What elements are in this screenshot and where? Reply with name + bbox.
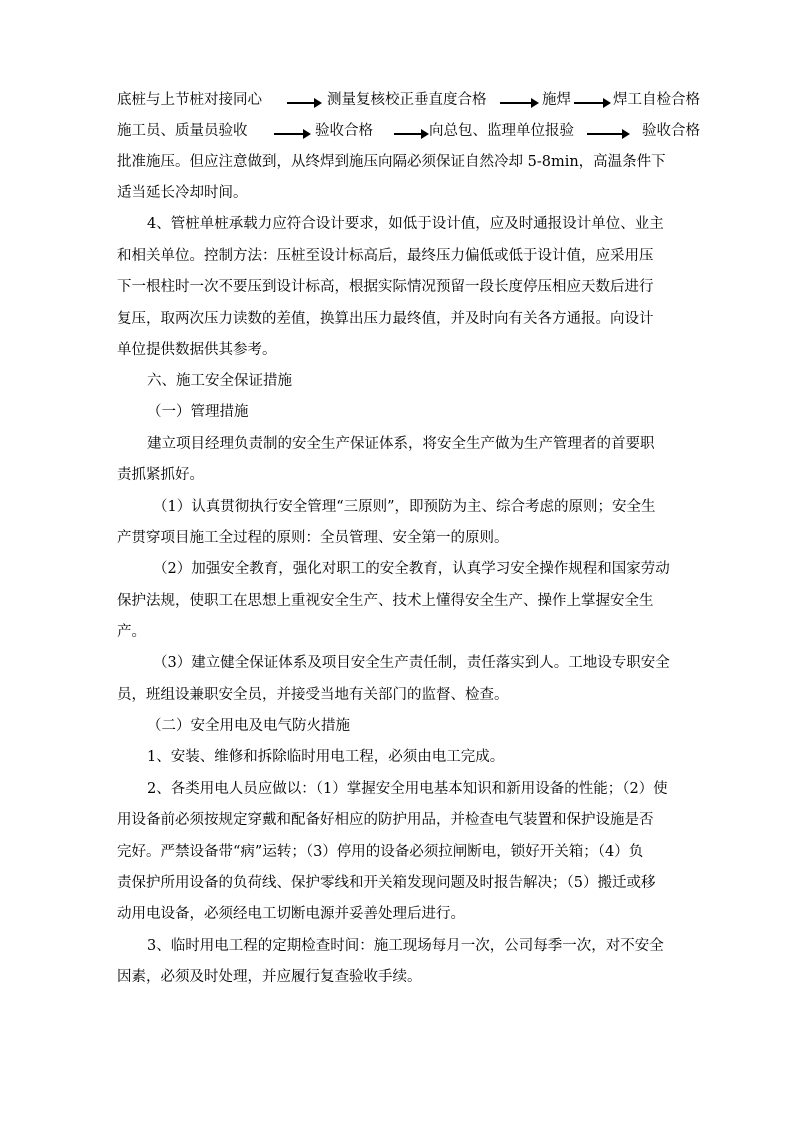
- list-item-line: 保护法规，使职工在思想上重视安全生产、技术上懂得安全生产、操作上掌握安全生: [117, 593, 654, 609]
- flow-step-welding: 施焊: [542, 92, 571, 108]
- section-heading: 六、施工安全保证措施: [147, 373, 292, 389]
- weld-flow-row-1: [117, 90, 717, 110]
- list-item-line: 员，班组设兼职安全员，并接受当地有关部门的监督、检查。: [117, 687, 509, 703]
- flow-arrow-icon: [274, 133, 304, 135]
- flow-arrow-icon: [287, 102, 315, 104]
- flow-arrow-icon: [394, 133, 422, 135]
- list-item-line: （2）加强安全教育，强化对职工的安全教育，认真学习安全操作规程和国家劳动: [153, 561, 670, 577]
- flow-step-staff-inspection: 施工员、质量员验收: [117, 123, 248, 139]
- paragraph-line: 用设备前必须按规定穿戴和配备好相应的防护用品，并检查电气装置和保护设施是否: [117, 812, 654, 828]
- subsection-heading: （二）安全用电及电气防火措施: [147, 718, 350, 734]
- list-item-line: （1）认真贯彻执行安全管理“三原则”，即预防为主、综合考虑的原则；安全生: [153, 499, 656, 515]
- paragraph-line: 批准施压。但应注意做到，从终焊到施压向隔必须保证自然冷却 5-8min，高温条件下: [117, 154, 666, 170]
- paragraph-line: 4、管桩单桩承载力应符合设计要求，如低于设计值，应及时通报设计单位、业主: [147, 216, 664, 232]
- paragraph-line: 责抓紧抓好。: [117, 467, 204, 483]
- flow-arrow-icon: [500, 102, 532, 104]
- paragraph-line: 1、安装、维修和拆除临时用电工程，必须由电工完成。: [147, 749, 505, 765]
- paragraph-line: 复压，取两次压力读数的差值，换算出压力最终值，并及时向有关各方通报。向设计: [117, 311, 654, 327]
- paragraph-line: 因素，必须及时处理，并应履行复查验收手续。: [117, 969, 422, 985]
- flow-step-welder-self-check: 焊工自检合格: [613, 92, 700, 108]
- flow-step-report-supervision: 向总包、监理单位报验: [429, 123, 574, 139]
- paragraph-line: 适当延长冷却时间。: [117, 185, 248, 201]
- paragraph-line: 完好。严禁设备带“病”运转；（3）停用的设备必须拉闸断电，锁好开关箱；（4）负: [117, 844, 644, 860]
- flow-step-acceptance-ok: 验收合格: [315, 123, 373, 139]
- paragraph-line: 责保护所用设备的负荷线、保护零线和开关箱发现问题及时报告解决；（5）搬迁或移: [117, 875, 656, 891]
- list-item-line: （3）建立健全保证体系及项目安全生产责任制，责任落实到人。工地设专职安全: [153, 655, 670, 671]
- flow-step-pile-alignment: 底桩与上节桩对接同心: [117, 92, 262, 108]
- weld-flow-row-2: [117, 121, 717, 141]
- paragraph-line: 单位提供数据供其参考。: [117, 342, 277, 358]
- paragraph-line: 2、各类用电人员应做以：（1）掌握安全用电基本知识和新用设备的性能；（2）使: [147, 781, 668, 797]
- paragraph-line: 建立项目经理负责制的安全生产保证体系，将安全生产做为生产管理者的首要职: [147, 436, 655, 452]
- flow-arrow-icon: [574, 102, 604, 104]
- paragraph-line: 3、临时用电工程的定期检查时间：施工现场每月一次，公司每季一次，对不安全: [147, 938, 664, 954]
- flow-step-verticality-check: 测量复核校正垂直度合格: [327, 92, 487, 108]
- paragraph-line: 下一根柱时一次不要压到设计标高，根据实际情况预留一段长度停压相应天数后进行: [117, 279, 654, 295]
- subsection-heading: （一）管理措施: [147, 404, 249, 420]
- flow-step-final-acceptance: 验收合格: [642, 123, 700, 139]
- list-item-line: 产。: [117, 624, 146, 640]
- paragraph-line: 动用电设备，必须经电工切断电源并妥善处理后进行。: [117, 906, 465, 922]
- list-item-line: 产贯穿项目施工全过程的原则：全员管理、安全第一的原则。: [117, 530, 509, 546]
- paragraph-line: 和相关单位。控制方法：压桩至设计标高后，最终压力偏低或低于设计值，应采用压: [117, 248, 654, 264]
- flow-arrow-icon: [587, 133, 623, 135]
